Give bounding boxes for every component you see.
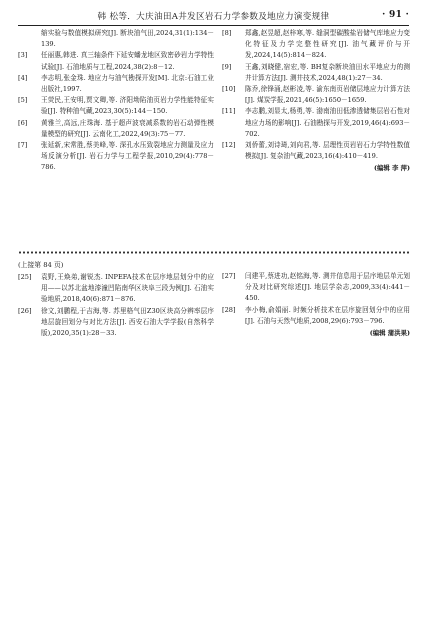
page-number: · 91 · [382,10,409,20]
editor-note: (编辑 李 萍) [373,164,410,173]
reference-text: 郑鑫,赵昱超,赵梓寒,等. 缝洞型碳酸盐岩储气库地应力变化特征及力学完整性研究[J]. 油气藏评价与开发,2024,14(5):814－824. [245,29,410,60]
running-title: 韩 松等．大庆油田A井发区岩石力学参数及地应力演变规律 [97,12,330,22]
references-top-left [18,28,214,174]
reference-item [222,271,410,305]
reference-item [18,50,214,72]
reference-number: [26] [18,306,32,315]
running-header [18,10,409,24]
reference-item [222,62,410,84]
reference-text: 刘侨蕾,刘诗琦,刘向君,等. 层理性页岩岩石力学特性数值模拟[J]. 复杂油气藏,2023,16(4):410－419. [245,141,410,161]
editor-note: (编辑 蒲洪果) [369,329,410,338]
reference-text: 张延新,宋常胜,蔡美峰,等. 深孔水压致裂地应力测量及应力场反演分析[J]. 岩石力学与工程学报,2010,29(4):778－786. [41,141,214,172]
reference-number: [28] [222,305,236,314]
reference-number: [27] [222,272,236,280]
reference-text: 陈乔,徐锋涌,赵彬凌,等. 渝东南页岩储层地应力计算方法[J]. 煤炭学报,2021,46(5):1650－1659. [245,85,410,105]
reference-text: 闫建平,蔡进功,赵铭海,等. 测井信息用于层序地层单元划分及对比研究综述[J]. 地层学杂志,2009,33(4):441－450. [245,272,410,303]
reference-number: [12] [222,141,236,150]
reference-text: 徐文,刘鹏程,于吉海,等. 苏里格气田Z30区块高分辨率层序地层旋回划分与对比方法[J]. 西安石油大学学报(自然科学版),2020,35(1):28－33. [41,306,214,338]
reference-text: 黄雅兰,高远,庄珠海. 基于超声波衰减系数的岩石动弹性模量模型的研究[J]. 云南化工,2022,49(3):75－77. [41,118,214,138]
reference-number: [10] [222,85,236,94]
reference-item [18,272,214,306]
reference-text: 王荧民,王安明,贾文卿,等. 济阳坳陷油页岩力学性能特征实验[J]. 特种油气藏,2023,30(5):144－150. [41,96,214,116]
reference-number: [4] [18,73,28,82]
reference-number: [11] [222,107,236,116]
reference-item [18,306,214,340]
reference-text: 缩实验与数值模拟研究[J]. 断块油气田,2024,31(1):134－139. [41,29,214,49]
references-bottom-right [222,271,410,338]
reference-item [222,84,410,106]
reference-item [18,95,214,117]
references-bottom-left [18,260,214,339]
references-top-right [222,28,410,173]
reference-text: 王鑫,刘晓健,宿宏,等. BH复杂断块油田水平地应力的测井计算方法[J]. 测井技术,2024,48(1):27－34. [245,62,410,82]
reference-text: 李志鹏,刘显太,杨勇,等. 渤南油田低渗透储集层岩石性对地应力场的影响[J]. 石油勘探与开发,2019,46(4):693－702. [245,107,410,138]
reference-item [222,28,410,62]
reference-item [18,140,214,174]
reference-text: 任丽惠,韩进. 真三轴条件下延安蟠龙地区致密砂岩力学特性试验[J]. 石油地质与工程,2024,38(2):8－12. [41,51,214,71]
reference-item [222,106,410,140]
reference-item [18,118,214,140]
continued-from-label: (上接第 84 页) [18,261,64,269]
reference-text: 李小梅,俞娟丽. 时频分析技术在层序旋回划分中的应用[J]. 石油与天然气地质,2008,29(6):793－796. [245,305,410,325]
reference-text: 李志明,张金珠. 地应力与油气勘探开发[M]. 北京:石油工业出版社,1997. [41,73,214,94]
reference-number: [6] [18,118,28,127]
reference-number: [9] [222,62,232,71]
reference-item [18,28,214,50]
reference-number: [5] [18,96,28,105]
reference-item [222,140,410,162]
reference-number: [3] [18,51,28,60]
header-rule [18,25,409,26]
section-divider [18,250,409,255]
reference-item [18,73,214,95]
reference-text: 袁野,王焕弟,谢锐杰. INPEFA技术在层序地层划分中的应用——以苏北盆地溱潼凹陷南华区块阜三段为例[J]. 石油实验地质,2018,40(6):871－876. [41,273,214,304]
reference-number: [7] [18,141,28,150]
reference-number: [8] [222,29,232,37]
reference-item [222,305,410,327]
reference-number: [25] [18,273,32,281]
